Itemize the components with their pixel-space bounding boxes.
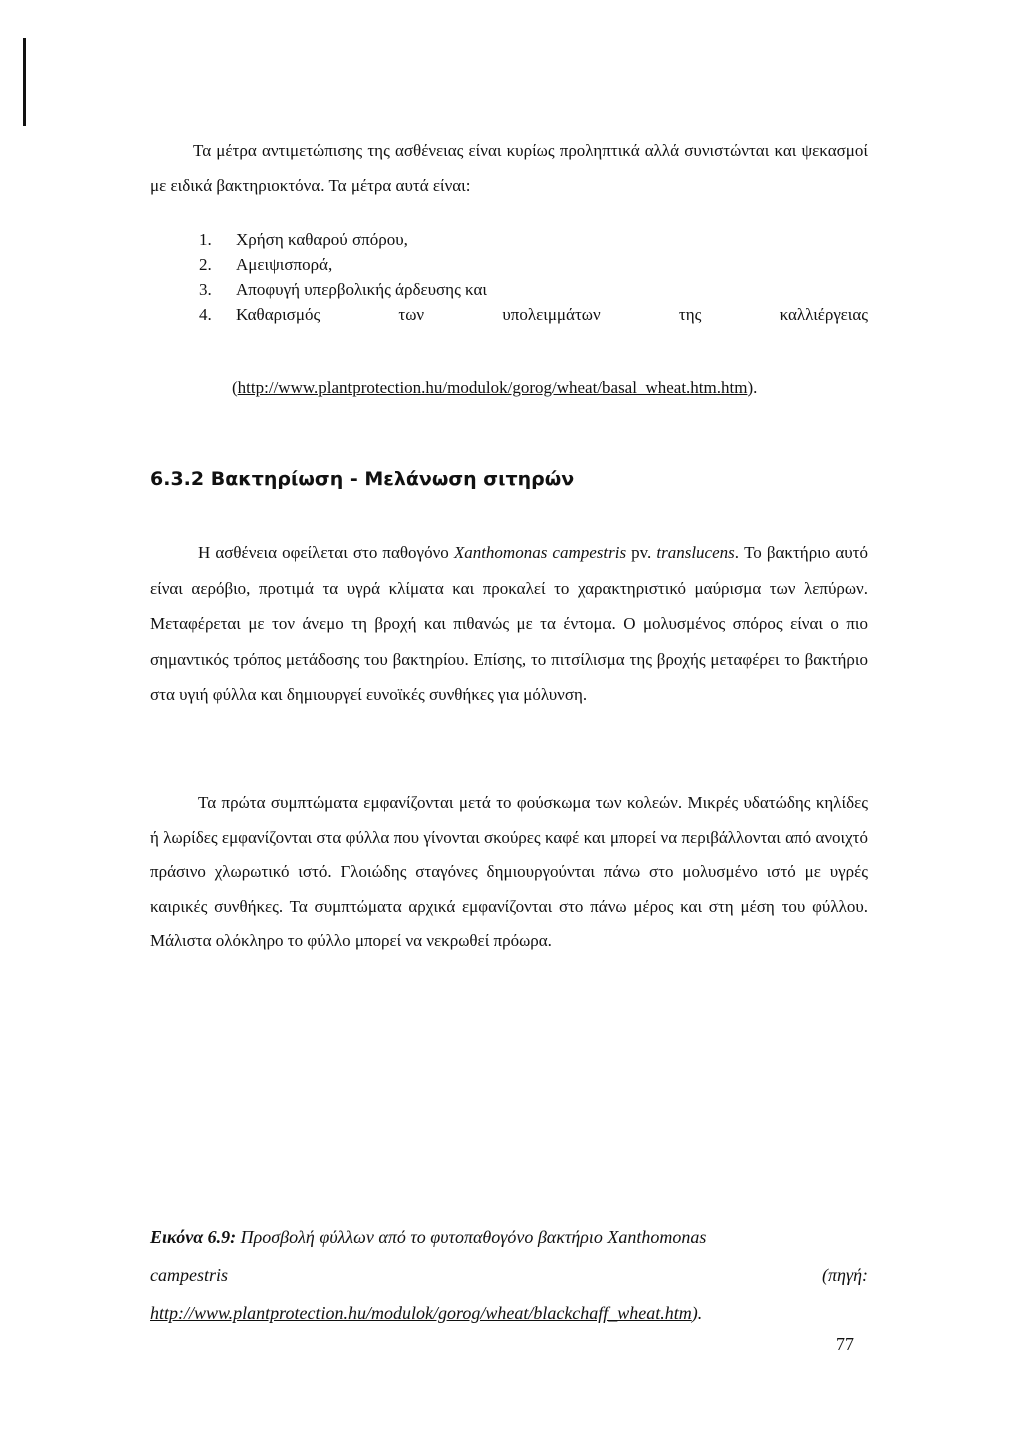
paragraph-text: Η ασθένεια οφείλεται στο παθογόνο xyxy=(198,543,454,562)
symptoms-paragraph: Τα πρώτα συμπτώματα εμφανίζονται μετά το φούσκωμα των κολεών. Μικρές υδατώδης κηλίδες ή λωρίδες εμφανίζονται στα φύλλα που γίνονται σκούρες καφέ και μπορεί να περιβάλλονται από ανοιχτό πράσινο χλωρωτικό ιστό. Γλοιώδης σταγόνες δημιουργούνται πάνω στο μολυσμένο ιστό με υγρές καιρικές συνθήκες. Τα συμπτώματα αρχικά εμφανίζονται στο πάνω μέρος και στη μέση του φύλλου. Μάλιστα ολόκληρο το φύλλο μπορεί να νεκρωθεί πρόωρα. xyxy=(150,793,868,950)
caption-label: Εικόνα 6.9: xyxy=(150,1227,237,1247)
list-item-number: 4. xyxy=(199,305,212,324)
list-item-text: Αμειψισπορά, xyxy=(236,255,333,274)
list-item-word: Καθαρισμός xyxy=(236,305,321,324)
paragraph-text: . Το βακτήριο αυτό είναι αερόβιο, προτιμά τα υγρά κλίματα και προκαλεί το χαρακτηριστικό μαύρισμα των λεπύρων. Μεταφέρεται με τον άνεμο τη βροχή και πιθανώς με τα έντομα. Ο μολυσμένος σπόρος είναι ο πιο σημαντικός τρόπος μετάδοσης του βακτηρίου. Επίσης, το πιτσίλισμα της βροχής μεταφέρει το βακτήριο στα υγιή φύλλα και δημιουργεί ευνοϊκές συνθήκες για μόλυνση. xyxy=(150,543,868,704)
caption-species: campestris xyxy=(150,1265,228,1285)
intro-paragraph: Τα μέτρα αντιμετώπισης της ασθένειας είναι κυρίως προληπτικά αλλά συνιστώνται και ψεκασμοί με ειδικά βακτηριοκτόνα. Τα μέτρα αυτά είναι: xyxy=(150,141,868,195)
reference-link[interactable]: http://www.plantprotection.hu/modulok/gorog/wheat/basal_wheat.htm.htm xyxy=(237,378,748,397)
list-item-text xyxy=(236,305,868,330)
list-item-number: 2. xyxy=(199,255,212,274)
figure-caption xyxy=(150,1218,868,1332)
list-item-text: Χρήση καθαρού σπόρου, xyxy=(236,230,408,249)
reference-close-paren: ). xyxy=(747,378,758,397)
list-item-word: υπολειμμάτων xyxy=(502,305,601,324)
caption-source-link[interactable]: http://www.plantprotection.hu/modulok/gorog/wheat/blackchaff_wheat.htm xyxy=(150,1303,692,1323)
measures-list xyxy=(150,230,868,330)
disease-description-paragraph xyxy=(150,535,868,713)
measures-reference xyxy=(232,378,757,398)
list-item-number: 3. xyxy=(199,280,212,299)
caption-source-label: (πηγή: xyxy=(822,1265,868,1285)
list-item xyxy=(150,230,868,255)
scan-edge-mark xyxy=(23,38,26,126)
list-item xyxy=(150,305,868,330)
list-item-text: Αποφυγή υπερβολικής άρδευσης και xyxy=(236,280,487,299)
caption-line xyxy=(150,1218,868,1256)
list-item-number: 1. xyxy=(199,230,212,249)
list-item-word: καλλιέργειας xyxy=(779,305,868,324)
list-item-word: των xyxy=(398,305,425,324)
list-item-word: της xyxy=(678,305,702,324)
section-heading: 6.3.2 Βακτηρίωση - Μελάνωση σιτηρών xyxy=(150,468,575,490)
caption-line xyxy=(150,1294,868,1332)
caption-line xyxy=(150,1256,868,1294)
list-item xyxy=(150,280,868,305)
pathovar-name: translucens xyxy=(656,543,735,562)
list-item xyxy=(150,255,868,280)
reference-open-paren: ( xyxy=(232,378,238,397)
caption-close-paren: ). xyxy=(691,1303,703,1323)
page-number: 77 xyxy=(836,1334,854,1354)
caption-text: Προσβολή φύλλων από το φυτοπαθογόνο βακτήριο Xanthomonas xyxy=(236,1227,707,1247)
species-name: Xanthomonas campestris xyxy=(453,543,627,562)
paragraph-text: pv. xyxy=(626,543,657,562)
